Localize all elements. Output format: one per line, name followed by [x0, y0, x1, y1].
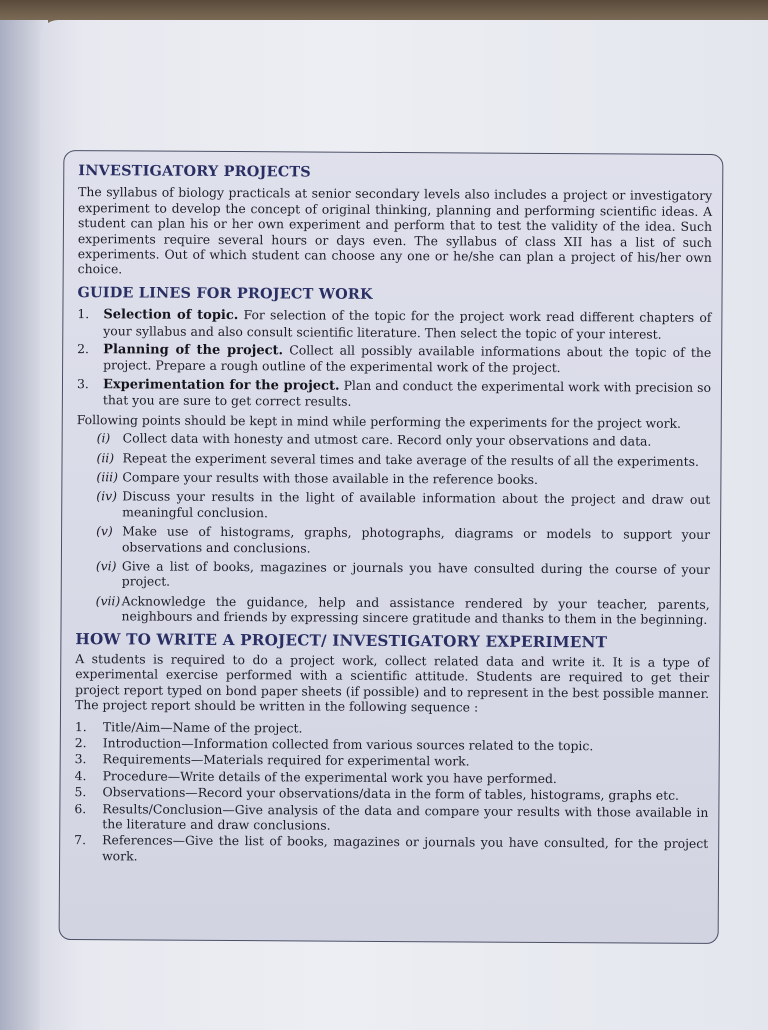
point-item [96, 489, 710, 524]
sequence-number: 7. [74, 832, 87, 848]
point-text: Repeat the experiment several times and take average of the results of all the experiments. [122, 449, 699, 469]
sequence-number: 3. [74, 751, 87, 767]
point-number: (iii) [96, 469, 119, 485]
point-item [96, 450, 710, 469]
sequence-text: Requirements—Materials required for experimental work. [102, 751, 470, 769]
how-to-paragraph: A students is required to do a project work, collect related data and write it. It is a type of experimental exercise performed with a scientific attitude. Students are required to get their project report typed on bond paper sheets (if possible) and to represent in the best possible manner. The project report should be written in the following sequence : [74, 651, 710, 715]
section-heading-investigatory: INVESTIGATORY PROJECTS [78, 162, 311, 181]
point-text: Make use of histograms, graphs, photographs, diagrams or models to support your observations and conclusions. [121, 523, 711, 556]
content-box [59, 150, 724, 944]
guideline-item [77, 306, 711, 342]
section-heading-guidelines: GUIDE LINES FOR PROJECT WORK [77, 283, 373, 303]
guideline-title: Planning of the project. [103, 342, 284, 359]
point-number: (ii) [96, 449, 115, 465]
sequence-number: 1. [74, 718, 87, 734]
sequence-item [74, 801, 708, 836]
guideline-item [77, 376, 711, 412]
sequence-number: 5. [74, 784, 87, 800]
point-item [96, 558, 710, 593]
guideline-item [77, 341, 711, 377]
sequence-item [74, 833, 708, 868]
point-text: Give a list of books, magazines or journals you have consulted during the course of your project. [121, 558, 710, 589]
sequence-text: Observations—Record your observations/data in the form of tables, histograms, graphs etc. [102, 784, 680, 803]
point-number: (vii) [95, 592, 121, 609]
sequence-number: 6. [74, 800, 87, 816]
point-item [96, 523, 710, 558]
guideline-number: 2. [77, 341, 90, 357]
section-heading-how-to-write: HOW TO WRITE A PROJECT/ INVESTIGATORY EXPERIMENT [75, 629, 608, 651]
guideline-number: 1. [77, 306, 90, 322]
point-text: Acknowledge the guidance, help and assistance rendered by your teacher, parents, neighbours and friends by expressing sincere gratitude and thanks to them in the beginning. [121, 593, 710, 628]
point-number: (iv) [96, 488, 117, 504]
sequence-text: Results/Conclusion—Give analysis of the data and compare your results with those available in the literature and draw conclusions. [102, 800, 709, 833]
points-list [96, 430, 711, 627]
guideline-title: Selection of topic. [103, 307, 239, 324]
point-item [97, 430, 711, 449]
sequence-number: 4. [74, 767, 87, 783]
sequence-text: Introduction—Information collected from various sources related to the topic. [102, 735, 594, 754]
point-number: (vi) [95, 558, 117, 574]
point-item [96, 593, 710, 628]
guideline-number: 3. [76, 375, 89, 392]
sequence-number: 2. [74, 735, 87, 751]
point-text: Discuss your results in the light of available information about the project and draw out meaningful conclusion. [122, 488, 711, 520]
point-text: Collect data with honesty and utmost care. Record only your observations and data. [122, 430, 652, 449]
guideline-title: Experimentation for the project. [102, 377, 340, 394]
sequence-text: References—Give the list of books, magazines or journals you have consulted, for the project work. [102, 832, 709, 864]
guideline-text: Plan and conduct the experimental work with precision so that you are sure to get correct results. [102, 377, 712, 410]
point-text: Compare your results with those available in the reference books. [122, 469, 538, 487]
sequence-text: Procedure—Write details of the experimental work you have performed. [102, 768, 557, 786]
points-lead: Following points should be kept in mind while performing the experiments for the project work. [76, 411, 682, 431]
sequence-list [74, 719, 709, 868]
guideline-list [77, 306, 712, 411]
guideline-text: For selection of the topic for the project work read different chapters of your syllabus and also consult scientific literature. Then select the topic of your interest. [103, 307, 712, 342]
sequence-text: Title/Aim—Name of the project. [102, 718, 303, 736]
point-number: (v) [96, 523, 113, 539]
guideline-text: Collect all possibly available informations about the topic of the project. Prepare a rough outline of the experimental work of the project. [103, 342, 712, 376]
point-number: (i) [96, 430, 111, 446]
intro-paragraph: The syllabus of biology practicals at senior secondary levels also includes a project or investigatory experiment to develop the concept of original thinking, planning and performing scientific ideas. A student can plan his or her own experiment and perform that to test the validity of the idea. Such experiments require several hours or days even. The syllabus of class XII has a list of such experiments. Out of which student can choose any one or he/she can plan a project of his/her own choice. [77, 184, 713, 277]
point-item [96, 469, 710, 488]
